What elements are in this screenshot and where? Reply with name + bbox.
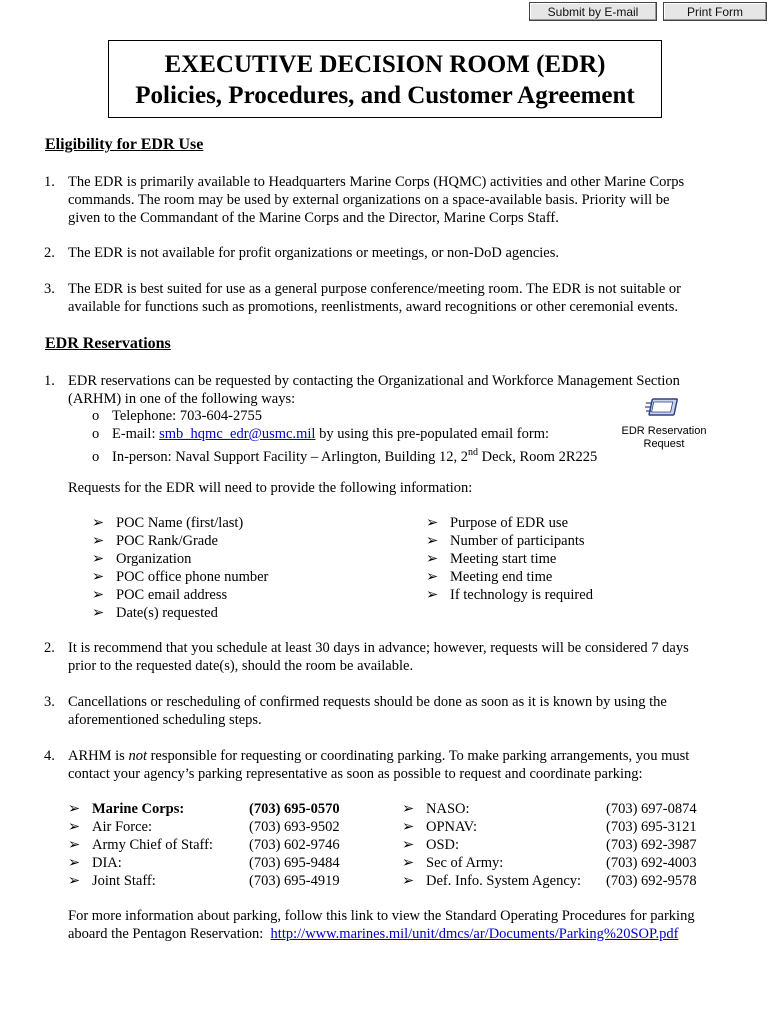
reservations-item-1: EDR reservations can be requested by contacting the Organizational and Workforce Management Section (ARHM) in one of the following ways:: [68, 373, 680, 407]
list-item: ➢ Date(s) requested: [92, 605, 218, 621]
parking-contact-row: ➢ OPNAV:: [402, 819, 478, 835]
list-item: ➢ Organization: [92, 551, 192, 567]
reservations-item-4: ARHM is not responsible for requesting or coordinating parking. To make parking arrangements, you must contact your agency’s parking representative as soon as possible to request and coordinate parking:: [68, 748, 690, 782]
eligibility-item-1: The EDR is primarily available to Headquarters Marine Corps (HQMC) activities and other Marine Corps commands. The room may be used by external organizations on a space-available basis. Priority will be given to the Commandant of the Marine Corps and the Director, Marine Corps Staff.: [68, 174, 685, 226]
parking-contact-row: ➢ OSD:: [402, 837, 460, 853]
parking-contact-row: ➢ Air Force:: [68, 819, 152, 835]
parking-contact-phone: (703) 692-9578: [606, 873, 697, 889]
parking-contact-phone: (703) 602-9746: [249, 837, 340, 853]
email-form-label[interactable]: EDR Reservation Request: [621, 425, 707, 450]
contact-in-person: o In-person: Naval Support Facility – Arlington, Building 12, 2nd Deck, Room 2R225: [92, 447, 598, 465]
parking-contact-phone: (703) 695-0570: [249, 801, 340, 817]
list-item: ➢ POC email address: [92, 587, 228, 603]
info-intro: Requests for the EDR will need to provide the following information:: [68, 480, 473, 496]
list-item: ➢ POC Name (first/last): [92, 515, 244, 531]
list-number: 3.: [44, 694, 55, 710]
eligibility-item-2: The EDR is not available for profit organizations or meetings, or non-DoD agencies.: [68, 245, 559, 261]
parking-sop-link[interactable]: http://www.marines.mil/unit/dmcs/ar/Documents/Parking%20SOP.pdf: [270, 925, 679, 942]
more-info-paragraph: For more information about parking, follow this link to view the Standard Operating Procedures for parking aboard the Pentagon Reservation: http://www.marines.mil/unit/dmcs/ar/Documents/Parking%20SOP.pdf: [68, 908, 695, 942]
list-item: ➢ Meeting end time: [426, 569, 553, 585]
parking-contact-phone: (703) 692-3987: [606, 837, 697, 853]
parking-contact-phone: (703) 695-4919: [249, 873, 340, 889]
contact-email: o E-mail: smb_hqmc_edr@usmc.mil by using this pre-populated email form:: [92, 426, 550, 442]
list-number: 4.: [44, 748, 55, 764]
reservations-item-2: It is recommend that you schedule at least 30 days in advance; however, requests will be considered 7 days prior to the requested date(s), should the room be available.: [68, 640, 689, 674]
page-title: EXECUTIVE DECISION ROOM (EDR): [164, 51, 606, 78]
list-number: 3.: [44, 281, 55, 297]
parking-contact-phone: (703) 695-9484: [249, 855, 340, 871]
list-number: 1.: [44, 373, 55, 389]
parking-contact-row: ➢ Joint Staff:: [68, 873, 156, 889]
list-item: ➢ If technology is required: [426, 587, 593, 603]
parking-contact-phone: (703) 697-0874: [606, 801, 697, 817]
reservations-item-3: Cancellations or rescheduling of confirmed requests should be done as soon as it is known by using the aforementioned scheduling steps.: [68, 694, 667, 728]
email-link[interactable]: smb_hqmc_edr@usmc.mil: [159, 426, 316, 442]
parking-contact-row: ➢ Sec of Army:: [402, 855, 504, 871]
parking-contact-phone: (703) 695-3121: [606, 819, 697, 835]
list-item: ➢ Purpose of EDR use: [426, 515, 569, 531]
list-item: ➢ Meeting start time: [426, 551, 557, 567]
parking-contact-phone: (703) 692-4003: [606, 855, 697, 871]
list-number: 1.: [44, 174, 55, 190]
list-item: ➢ Number of participants: [426, 533, 585, 549]
title-box: [108, 40, 662, 118]
reservations-heading: EDR Reservations: [45, 335, 171, 352]
email-form-icon[interactable]: [645, 396, 681, 418]
contact-telephone: o Telephone: 703-604-2755: [92, 408, 262, 424]
list-number: 2.: [44, 640, 55, 656]
parking-contact-row: ➢ Army Chief of Staff:: [68, 837, 213, 853]
print-form-button[interactable]: Print Form: [663, 2, 767, 21]
eligibility-item-3: The EDR is best suited for use as a general purpose conference/meeting room. The EDR is not suitable or available for functions such as promotions, reenlistments, award recognitions or other ceremonial events.: [68, 281, 681, 315]
parking-contact-phone: (703) 693-9502: [249, 819, 340, 835]
parking-contact-row: ➢ Def. Info. System Agency:: [402, 873, 582, 889]
parking-contact-row: ➢ NASO:: [402, 801, 470, 817]
parking-contact-row: ➢ DIA:: [68, 855, 122, 871]
submit-by-email-button[interactable]: Submit by E-mail: [529, 2, 657, 21]
eligibility-heading: Eligibility for EDR Use: [45, 136, 204, 153]
page-subtitle: Policies, Procedures, and Customer Agreement: [135, 82, 635, 109]
list-number: 2.: [44, 245, 55, 261]
list-item: ➢ POC office phone number: [92, 569, 269, 585]
list-item: ➢ POC Rank/Grade: [92, 533, 218, 549]
parking-contact-row: ➢ Marine Corps:: [68, 801, 185, 817]
